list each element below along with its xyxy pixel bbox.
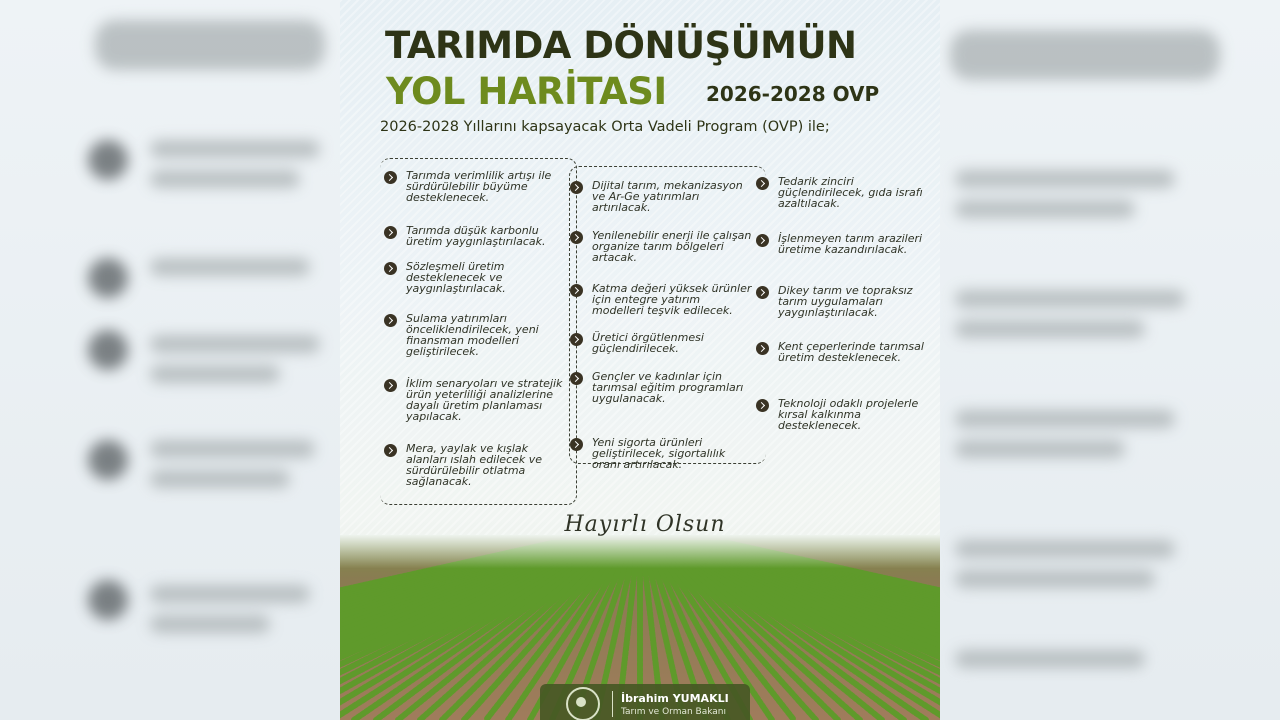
list-item (384, 313, 568, 357)
list-item-text: Dijital tarım, mekanizasyon ve Ar-Ge yatırımları artırılacak. (592, 179, 743, 214)
footer-divider (612, 691, 613, 717)
arrow-bullet-icon (756, 286, 769, 299)
arrow-bullet-icon (570, 284, 583, 297)
list-item (570, 332, 754, 354)
list-item (756, 176, 940, 209)
list-item-text: İklim senaryoları ve stratejik ürün yeterliliği analizlerine dayalı üretim planlaması yapılacak. (406, 377, 563, 423)
arrow-bullet-icon (570, 333, 583, 346)
arrow-bullet-icon (756, 177, 769, 190)
list-item-text: Sözleşmeli üretim desteklenecek ve yaygınlaştırılacak. (406, 260, 506, 295)
poster-title-line2: YOL HARİTASI (386, 70, 667, 113)
list-item-text: Sulama yatırımları önceliklendirilecek, yeni finansman modelleri geliştirilecek. (406, 312, 539, 358)
arrow-bullet-icon (756, 234, 769, 247)
list-item (756, 341, 940, 363)
arrow-bullet-icon (570, 231, 583, 244)
list-item (756, 233, 940, 255)
list-item (756, 398, 940, 431)
list-item-text: Katma değeri yüksek ürünler için entegre yatırım modelleri teşvik edilecek. (592, 282, 752, 317)
list-item-text: Üretici örgütlenmesi güçlendirilecek. (592, 331, 704, 355)
minister-name: İbrahim YUMAKLI (621, 691, 729, 705)
list-item (384, 225, 568, 247)
poster-title-line1: TARIMDA DÖNÜŞÜMÜN (385, 24, 857, 67)
list-item-text: Tarımda verimlilik artışı ile sürdürülebilir büyüme desteklenecek. (406, 169, 552, 204)
list-item (570, 180, 754, 213)
blurred-background-right (940, 0, 1280, 720)
list-item (570, 230, 754, 263)
list-item-text: Tarımda düşük karbonlu üretim yaygınlaştırılacak. (406, 224, 546, 248)
blurred-background-left (0, 0, 340, 720)
list-item (384, 443, 568, 487)
list-item (570, 371, 754, 404)
list-item-text: Yenilenebilir enerji ile çalışan organize tarım bölgeleri artacak. (592, 229, 752, 264)
arrow-bullet-icon (756, 399, 769, 412)
arrow-bullet-icon (570, 181, 583, 194)
arrow-bullet-icon (384, 444, 397, 457)
list-item-text: Kent çeperlerinde tarımsal üretim desteklenecek. (778, 340, 924, 364)
arrow-bullet-icon (570, 372, 583, 385)
poster-subtitle: 2026-2028 Yıllarını kapsayacak Orta Vadeli Program (OVP) ile; (380, 119, 830, 135)
minister-title: Tarım ve Orman Bakanı (621, 706, 727, 717)
arrow-bullet-icon (384, 262, 397, 275)
minister-footer (540, 684, 750, 720)
list-item-text: Teknoloji odaklı projelerle kırsal kalkınma desteklenecek. (778, 397, 919, 432)
list-item-text: İşlenmeyen tarım arazileri üretime kazandırılacak. (778, 232, 923, 256)
arrow-bullet-icon (384, 314, 397, 327)
poster (340, 0, 940, 720)
list-item (384, 261, 568, 294)
list-item (384, 378, 568, 422)
ministry-seal-icon (566, 687, 600, 720)
period-badge: 2026-2028 OVP (706, 82, 880, 106)
list-item (756, 285, 940, 318)
list-item-text: Tedarik zinciri güçlendirilecek, gıda israfı azaltılacak. (778, 175, 923, 210)
arrow-bullet-icon (384, 379, 397, 392)
arrow-bullet-icon (756, 342, 769, 355)
list-item (384, 170, 568, 203)
list-item-text: Yeni sigorta ürünleri geliştirilecek, sigortalılık oranı artırılacak. (592, 436, 726, 471)
signature-text: Hayırlı Olsun (564, 512, 726, 537)
list-item-text: Gençler ve kadınlar için tarımsal eğitim programları uygulanacak. (592, 370, 744, 405)
arrow-bullet-icon (570, 438, 583, 451)
list-item (570, 437, 754, 470)
list-item (570, 283, 754, 316)
arrow-bullet-icon (384, 171, 397, 184)
arrow-bullet-icon (384, 226, 397, 239)
list-item-text: Mera, yaylak ve kışlak alanları ıslah edilecek ve sürdürülebilir otlatma sağlanacak. (406, 442, 543, 488)
list-item-text: Dikey tarım ve topraksız tarım uygulamaları yaygınlaştırılacak. (778, 284, 913, 319)
